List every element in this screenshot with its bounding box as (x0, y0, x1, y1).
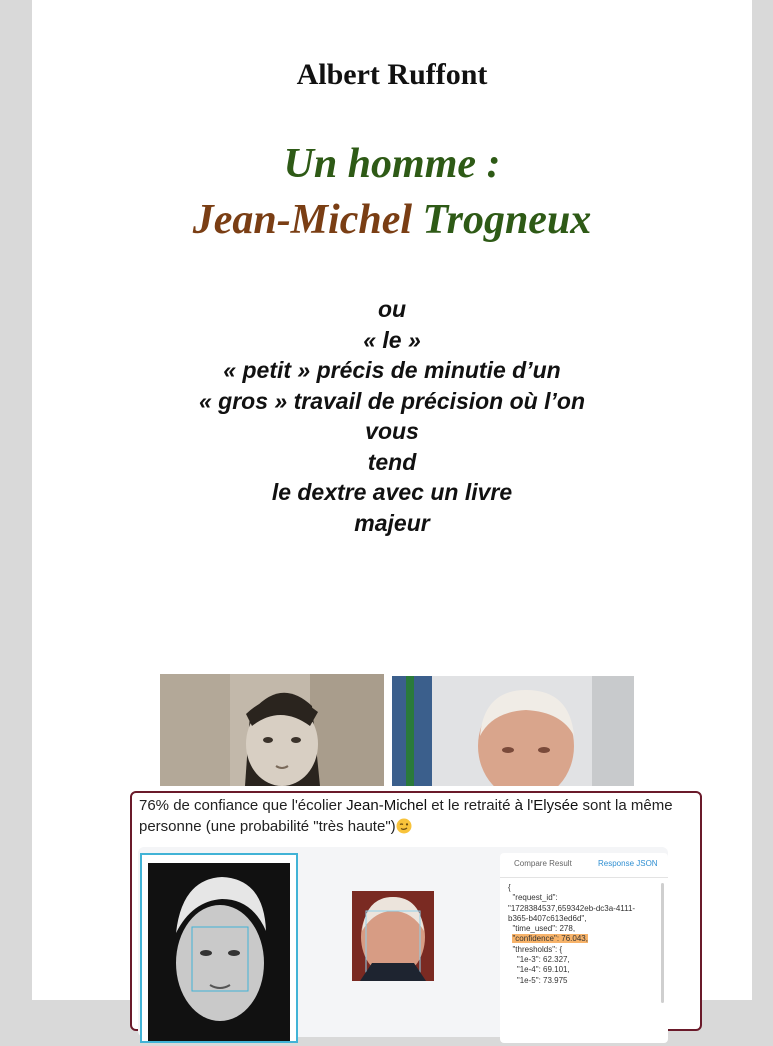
caption-name-highlight: Jean-Michel (346, 797, 428, 814)
retiree-photo-illustration (392, 676, 634, 786)
json-line: "time_used": 278, (508, 924, 576, 934)
subtitle (32, 294, 752, 538)
child-photo (160, 674, 384, 786)
tab-compare-result[interactable]: Compare Result (514, 859, 572, 868)
response-json-text (508, 883, 658, 986)
json-line: { (508, 883, 511, 892)
subtitle-line: tend (367, 448, 417, 475)
face-compare-screenshot (138, 847, 668, 1037)
panel-tabs (500, 853, 668, 878)
caption-place-highlight: à l'Elysée (514, 797, 579, 814)
compare-result-panel (500, 853, 668, 1043)
json-line: "1728384537,659342eb-dc3a-4111- (508, 903, 636, 913)
caption-box (130, 791, 702, 1031)
subtitle-line: « le » (363, 326, 421, 353)
subtitle-line: vous (365, 418, 419, 444)
json-line: "thresholds": { (508, 944, 563, 954)
title-last-name: Trogneux (422, 197, 592, 243)
subtitle-line: « petit » précis de minutie d’un (223, 357, 561, 383)
subtitle-line: « gros » travail de précision où l’on (199, 387, 585, 414)
retiree-photo (392, 676, 634, 786)
caption-text-part: 76% de confiance que l'écolier (139, 797, 347, 814)
child-photo-illustration (160, 674, 384, 786)
confidence-highlight: "confidence": 76.043, (512, 934, 588, 944)
subtitle-line: le dextre avec un livre (271, 479, 513, 505)
json-line: "1e-5": 73.975 (508, 975, 568, 985)
author-name: Albert Ruffont (296, 58, 488, 91)
child-face-photo (142, 855, 296, 1041)
json-line: "1e-4": 69.101, (508, 965, 570, 975)
json-line: "request_id": (508, 893, 558, 903)
subtitle-line: majeur (354, 509, 430, 536)
json-line: b365-b407c613ed6d", (508, 913, 587, 923)
json-scrollbar[interactable] (661, 883, 664, 1003)
title-first-name: Jean-Michel (192, 197, 412, 243)
book-cover-page (32, 0, 752, 1000)
retiree-face-photo (352, 891, 434, 981)
subtitle-line: ou (377, 296, 407, 322)
title-line-1: Un homme : (283, 141, 501, 187)
caption-text-part: et le retraité (427, 797, 515, 814)
caption-text-part: sont la même personne (une probabilité "très haute") (139, 797, 673, 835)
child-face-frame (140, 853, 298, 1043)
title-line-2 (32, 196, 752, 244)
json-line: "1e-3": 62.327, (508, 955, 570, 965)
tab-response-json[interactable]: Response JSON (598, 859, 658, 868)
caption-text (139, 795, 699, 837)
winking-face-icon (396, 818, 412, 834)
